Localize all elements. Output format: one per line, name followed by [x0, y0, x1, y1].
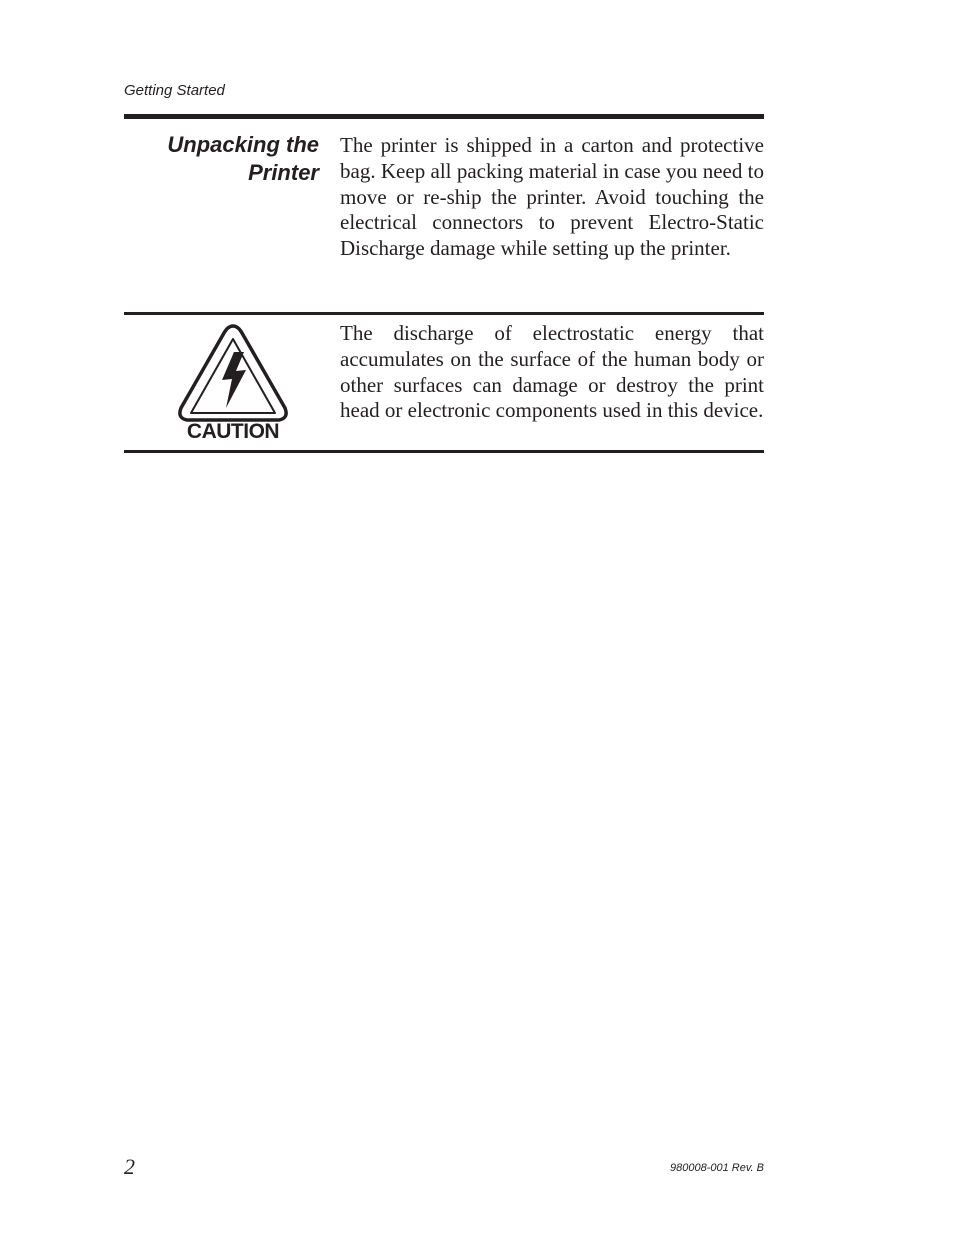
caution-bottom-rule — [124, 450, 764, 453]
running-head: Getting Started — [124, 82, 225, 99]
section-heading — [124, 131, 319, 187]
section-heading-line2: Printer — [248, 160, 319, 185]
section-heading-line1: Unpacking the — [167, 132, 319, 157]
section-body: The printer is shipped in a carton and protective bag. Keep all packing material in case you need to move or re-ship the printer. Avoid touching the electrical connectors to prevent Electro-Static Discharge damage while setting up the printer. — [340, 133, 764, 261]
caution-top-rule — [124, 312, 764, 315]
page-number: 2 — [124, 1154, 135, 1179]
top-rule — [124, 114, 764, 119]
caution-label: CAUTION — [186, 420, 280, 443]
caution-text: The discharge of electrostatic energy that accumulates on the surface of the human body or other surfaces can damage or destroy the print head or electronic components used in this device. — [340, 321, 764, 423]
document-number: 980008-001 Rev. B — [670, 1162, 764, 1174]
